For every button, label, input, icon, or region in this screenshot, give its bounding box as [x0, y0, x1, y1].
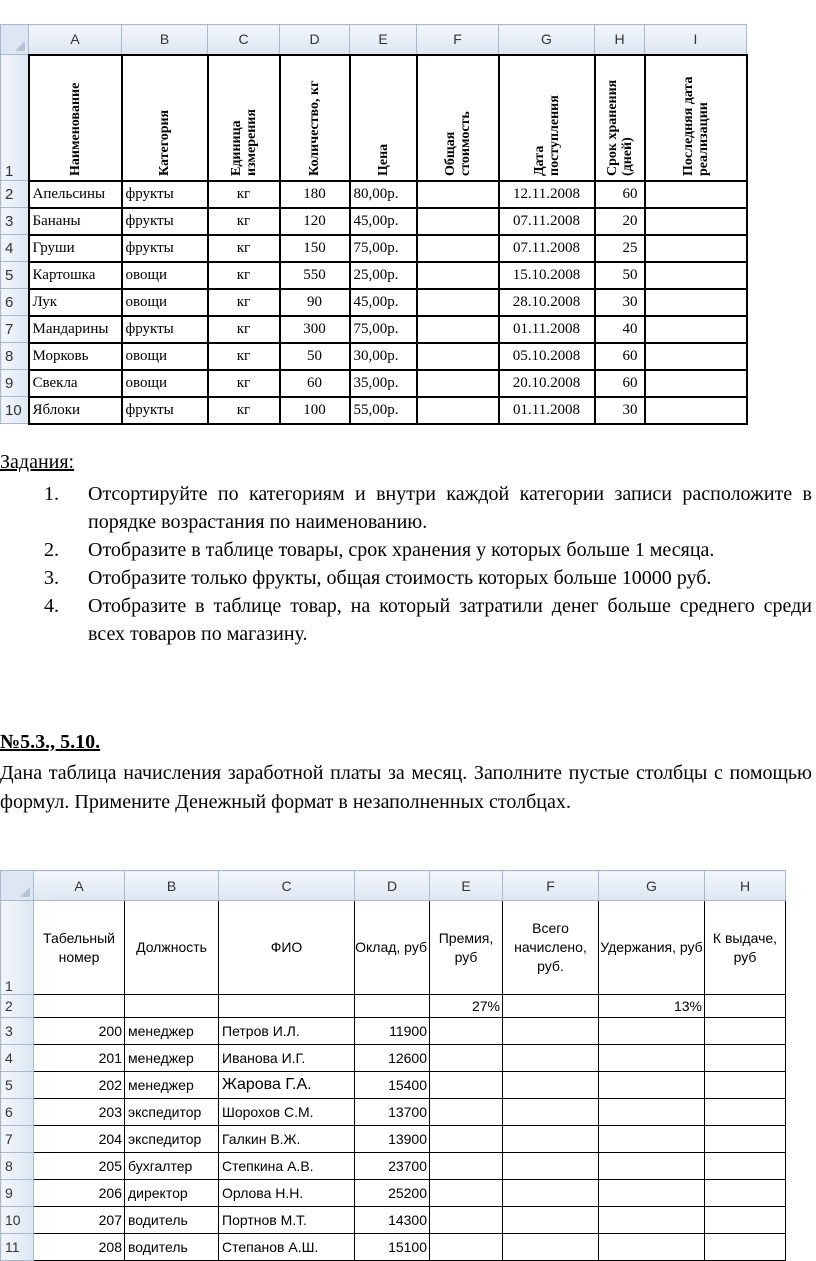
column-header[interactable]: B	[125, 871, 219, 901]
cell[interactable]	[599, 1234, 705, 1261]
cell-days[interactable]: 60	[595, 343, 645, 370]
cell-pos[interactable]: водитель	[125, 1207, 219, 1234]
cell-price[interactable]: 35,00р.	[350, 370, 417, 397]
cell-pos[interactable]: менеджер	[125, 1072, 219, 1099]
task-text: Отобразите только фрукты, общая стоимость которых больше 10000 руб.	[88, 567, 712, 589]
cell[interactable]	[430, 1045, 503, 1072]
cell[interactable]	[503, 1018, 599, 1045]
header-cell[interactable]: Табельный номер	[34, 901, 125, 995]
column-header[interactable]: D	[355, 871, 430, 901]
column-header[interactable]: G	[499, 25, 595, 55]
row-header[interactable]: 8	[1, 343, 29, 370]
header-line: (дней)	[619, 136, 635, 176]
cell[interactable]	[599, 1153, 705, 1180]
cell-total[interactable]	[417, 208, 499, 235]
spreadsheet-salary	[0, 870, 786, 1261]
row-header[interactable]: 9	[1, 1180, 34, 1207]
cell[interactable]	[705, 1126, 786, 1153]
header-line: Наименование	[67, 82, 83, 176]
cell-pos[interactable]: менеджер	[125, 1018, 219, 1045]
cell-fio[interactable]: Портнов М.Т.	[219, 1207, 355, 1234]
cell-unit[interactable]: кг	[208, 262, 280, 289]
cell-last[interactable]	[645, 370, 747, 397]
cell-id[interactable]: 206	[34, 1180, 125, 1207]
cell-cat[interactable]: фрукты	[122, 316, 208, 343]
tasks-title: Задания:	[0, 451, 75, 473]
cell-salary[interactable]: 15400	[355, 1072, 430, 1099]
cell-fio[interactable]: Степанов А.Ш.	[219, 1234, 355, 1261]
cell[interactable]	[430, 1207, 503, 1234]
task-item	[0, 592, 816, 648]
cell[interactable]	[125, 995, 219, 1018]
exercise-heading: №5.3., 5.10.	[0, 731, 101, 753]
cell-salary[interactable]: 13700	[355, 1099, 430, 1126]
cell-id[interactable]: 204	[34, 1126, 125, 1153]
row-header[interactable]: 5	[1, 1072, 34, 1099]
header-cell[interactable]	[122, 55, 208, 181]
task-item	[0, 480, 816, 536]
cell-date[interactable]: 01.11.2008	[499, 316, 595, 343]
cell-name[interactable]: Картошка	[29, 262, 122, 289]
cell-cat[interactable]: овощи	[122, 370, 208, 397]
cell-qty[interactable]: 120	[280, 208, 350, 235]
header-label	[443, 111, 473, 176]
cell-salary[interactable]: 12600	[355, 1045, 430, 1072]
cell-date[interactable]: 07.11.2008	[499, 208, 595, 235]
header-label	[605, 79, 635, 175]
cell-price[interactable]: 55,00р.	[350, 397, 417, 424]
table-row	[1, 995, 786, 1018]
cell-pos[interactable]: бухгалтер	[125, 1153, 219, 1180]
header-cell[interactable]: Премия, руб	[430, 901, 503, 995]
cell-id[interactable]: 208	[34, 1234, 125, 1261]
cell-id[interactable]: 203	[34, 1099, 125, 1126]
select-all-corner[interactable]	[1, 871, 34, 901]
row-header[interactable]: 3	[1, 1018, 34, 1045]
cell-date[interactable]: 20.10.2008	[499, 370, 595, 397]
table-row	[1, 316, 747, 343]
cell[interactable]	[34, 995, 125, 1018]
cell-last[interactable]	[645, 208, 747, 235]
cell[interactable]	[355, 995, 430, 1018]
cell[interactable]	[219, 995, 355, 1018]
cell[interactable]	[705, 1018, 786, 1045]
header-cell[interactable]: Удержания, руб	[599, 901, 705, 995]
exercise-text: Дана таблица начисления заработной платы за месяц. Заполните пустые столбцы с помощью формул. Примените Денежный формат в незаполненных столбцах.	[0, 762, 812, 813]
table-header-row	[1, 55, 747, 181]
column-header-row	[1, 871, 786, 901]
cell-unit[interactable]: кг	[208, 397, 280, 424]
cell[interactable]	[503, 1207, 599, 1234]
cell[interactable]	[503, 1153, 599, 1180]
header-cell[interactable]	[280, 55, 350, 181]
task-number: 3.	[44, 567, 59, 589]
cell-days[interactable]: 60	[595, 370, 645, 397]
task-item	[0, 536, 816, 564]
row-header[interactable]: 4	[1, 235, 29, 262]
header-cell[interactable]	[208, 55, 280, 181]
header-cell[interactable]	[350, 55, 417, 181]
cell[interactable]	[599, 1126, 705, 1153]
tasks-list	[0, 480, 816, 648]
cell-date[interactable]: 15.10.2008	[499, 262, 595, 289]
cell-salary[interactable]: 23700	[355, 1153, 430, 1180]
column-header[interactable]: E	[350, 25, 417, 55]
header-line: стоимость	[457, 110, 473, 176]
table-row	[1, 262, 747, 289]
cell-price[interactable]: 75,00р.	[350, 235, 417, 262]
column-header[interactable]: C	[219, 871, 355, 901]
cell-unit[interactable]: кг	[208, 235, 280, 262]
row-header[interactable]: 10	[1, 1207, 34, 1234]
cell[interactable]	[705, 1153, 786, 1180]
cell-cat[interactable]: овощи	[122, 289, 208, 316]
cell-fio[interactable]: Жарова Г.А.	[219, 1072, 355, 1099]
header-cell[interactable]	[595, 55, 645, 181]
column-header[interactable]: I	[645, 25, 747, 55]
cell-days[interactable]: 50	[595, 262, 645, 289]
task-number: 2.	[44, 539, 59, 561]
row-header[interactable]: 6	[1, 289, 29, 316]
header-cell[interactable]: Должность	[125, 901, 219, 995]
table-row	[1, 397, 747, 424]
cell-date[interactable]: 05.10.2008	[499, 343, 595, 370]
cell[interactable]	[705, 1234, 786, 1261]
cell-total[interactable]	[417, 181, 499, 208]
table-row	[1, 289, 747, 316]
table-row	[1, 1234, 786, 1261]
column-header[interactable]: B	[122, 25, 208, 55]
cell[interactable]	[705, 1045, 786, 1072]
cell-price[interactable]: 25,00р.	[350, 262, 417, 289]
cell-cat[interactable]: фрукты	[122, 397, 208, 424]
cell-days[interactable]: 30	[595, 397, 645, 424]
cell-last[interactable]	[645, 235, 747, 262]
cell[interactable]	[430, 1018, 503, 1045]
cell-id[interactable]: 202	[34, 1072, 125, 1099]
cell[interactable]	[599, 1099, 705, 1126]
cell-total[interactable]	[417, 289, 499, 316]
cell-qty[interactable]: 300	[280, 316, 350, 343]
cell-last[interactable]	[645, 262, 747, 289]
cell-unit[interactable]: кг	[208, 343, 280, 370]
column-header[interactable]: E	[430, 871, 503, 901]
cell-salary[interactable]: 14300	[355, 1207, 430, 1234]
header-line: Общая	[442, 131, 458, 176]
table-header-row	[1, 901, 786, 995]
table-row	[1, 1099, 786, 1126]
header-cell[interactable]: Всего начислено, руб.	[503, 901, 599, 995]
cell-last[interactable]	[645, 343, 747, 370]
task-text: Отобразите в таблице товары, срок хранения у которых больше 1 месяца.	[88, 539, 715, 561]
tasks-block	[0, 448, 816, 648]
table-row	[1, 208, 747, 235]
cell-salary[interactable]: 11900	[355, 1018, 430, 1045]
table-row	[1, 181, 747, 208]
deduction-rate-cell[interactable]: 13%	[599, 995, 705, 1018]
table-row	[1, 1045, 786, 1072]
cell[interactable]	[705, 995, 786, 1018]
task-text: Отсортируйте по категориям и внутри каждой категории записи расположите в порядке возрастания по наименованию.	[88, 483, 812, 533]
cell-unit[interactable]: кг	[208, 208, 280, 235]
cell-price[interactable]: 45,00р.	[350, 208, 417, 235]
table-row	[1, 370, 747, 397]
header-cell[interactable]	[499, 55, 595, 181]
cell[interactable]	[503, 1126, 599, 1153]
cell-total[interactable]	[417, 370, 499, 397]
header-line: измерения	[243, 108, 259, 176]
cell[interactable]	[599, 1207, 705, 1234]
cell[interactable]	[430, 1153, 503, 1180]
header-cell[interactable]	[417, 55, 499, 181]
cell-qty[interactable]: 550	[280, 262, 350, 289]
cell-salary[interactable]: 13900	[355, 1126, 430, 1153]
cell-cat[interactable]: овощи	[122, 343, 208, 370]
cell[interactable]	[599, 1180, 705, 1207]
header-line: Дата	[531, 145, 547, 176]
header-label	[532, 95, 562, 176]
row-header[interactable]: 4	[1, 1045, 34, 1072]
row-header[interactable]: 6	[1, 1099, 34, 1126]
cell-salary[interactable]: 15100	[355, 1234, 430, 1261]
cell[interactable]	[503, 995, 599, 1018]
header-cell[interactable]	[645, 55, 747, 181]
header-label	[307, 80, 322, 175]
cell-pos[interactable]: экспедитор	[125, 1099, 219, 1126]
cell[interactable]	[705, 1207, 786, 1234]
cell-last[interactable]	[645, 181, 747, 208]
table-row	[1, 1072, 786, 1099]
cell-unit[interactable]: кг	[208, 316, 280, 343]
row-header[interactable]: 7	[1, 316, 29, 343]
cell[interactable]	[430, 1072, 503, 1099]
cell[interactable]	[599, 1045, 705, 1072]
header-line: Последняя дата	[680, 75, 696, 176]
table-row	[1, 343, 747, 370]
cell-name[interactable]: Свекла	[29, 370, 122, 397]
cell-days[interactable]: 25	[595, 235, 645, 262]
select-all-corner[interactable]	[1, 25, 29, 55]
cell-days[interactable]: 20	[595, 208, 645, 235]
header-cell[interactable]: Оклад, руб	[355, 901, 430, 995]
cell-qty[interactable]: 150	[280, 235, 350, 262]
cell[interactable]	[705, 1099, 786, 1126]
table-row	[1, 1153, 786, 1180]
header-label	[229, 109, 259, 176]
cell-fio[interactable]: Иванова И.Г.	[219, 1045, 355, 1072]
cell-qty[interactable]: 90	[280, 289, 350, 316]
exercise-section	[0, 728, 816, 817]
column-header[interactable]: C	[208, 25, 280, 55]
cell[interactable]	[430, 1099, 503, 1126]
header-label	[157, 109, 172, 175]
cell[interactable]	[599, 1018, 705, 1045]
cell[interactable]	[599, 1072, 705, 1099]
column-header[interactable]: A	[34, 871, 125, 901]
cell-last[interactable]	[645, 316, 747, 343]
cell-date[interactable]: 07.11.2008	[499, 235, 595, 262]
cell-price[interactable]: 75,00р.	[350, 316, 417, 343]
row-header[interactable]: 8	[1, 1153, 34, 1180]
header-line: Цена	[375, 143, 391, 176]
cell-pos[interactable]: экспедитор	[125, 1126, 219, 1153]
cell-total[interactable]	[417, 262, 499, 289]
header-line: Единица	[228, 119, 244, 176]
column-header[interactable]: F	[503, 871, 599, 901]
row-header[interactable]: 3	[1, 208, 29, 235]
header-line: реализации	[695, 101, 711, 176]
cell[interactable]	[503, 1180, 599, 1207]
cell-name[interactable]: Лук	[29, 289, 122, 316]
row-header[interactable]: 1	[1, 55, 29, 181]
cell-fio[interactable]: Шорохов С.М.	[219, 1099, 355, 1126]
cell-pos[interactable]: менеджер	[125, 1045, 219, 1072]
cell-name[interactable]: Мандарины	[29, 316, 122, 343]
cell-fio[interactable]: Орлова Н.Н.	[219, 1180, 355, 1207]
cell[interactable]	[705, 1180, 786, 1207]
task-number: 4.	[44, 595, 59, 617]
task-item	[0, 564, 816, 592]
cell-name[interactable]: Апельсины	[29, 181, 122, 208]
cell[interactable]	[503, 1072, 599, 1099]
row-header[interactable]: 7	[1, 1126, 34, 1153]
cell-total[interactable]	[417, 343, 499, 370]
cell-fio[interactable]: Галкин В.Ж.	[219, 1126, 355, 1153]
cell-cat[interactable]: фрукты	[122, 235, 208, 262]
cell-days[interactable]: 40	[595, 316, 645, 343]
column-header[interactable]: G	[599, 871, 705, 901]
cell-id[interactable]: 200	[34, 1018, 125, 1045]
cell-total[interactable]	[417, 235, 499, 262]
table-row	[1, 235, 747, 262]
header-label	[376, 143, 391, 175]
header-line: Количество, кг	[307, 80, 322, 176]
header-line: поступления	[546, 94, 562, 176]
cell-qty[interactable]: 50	[280, 343, 350, 370]
cell-fio[interactable]: Степкина А.В.	[219, 1153, 355, 1180]
header-label	[681, 76, 711, 176]
table-row	[1, 1207, 786, 1234]
cell-price[interactable]: 30,00р.	[350, 343, 417, 370]
cell-date[interactable]: 12.11.2008	[499, 181, 595, 208]
column-header[interactable]: H	[595, 25, 645, 55]
cell-id[interactable]: 205	[34, 1153, 125, 1180]
cell-price[interactable]: 45,00р.	[350, 289, 417, 316]
cell[interactable]	[503, 1099, 599, 1126]
header-label	[68, 82, 83, 175]
header-line: Категория	[157, 109, 172, 176]
cell-salary[interactable]: 25200	[355, 1180, 430, 1207]
premium-rate-cell[interactable]: 27%	[430, 995, 503, 1018]
cell[interactable]	[503, 1234, 599, 1261]
cell-pos[interactable]: водитель	[125, 1234, 219, 1261]
cell-qty[interactable]: 60	[280, 370, 350, 397]
cell-name[interactable]: Морковь	[29, 343, 122, 370]
cell-price[interactable]: 80,00р.	[350, 181, 417, 208]
cell-name[interactable]: Яблоки	[29, 397, 122, 424]
row-header[interactable]: 5	[1, 262, 29, 289]
row-header[interactable]: 1	[1, 901, 34, 995]
table-row	[1, 1018, 786, 1045]
cell-fio[interactable]: Петров И.Л.	[219, 1018, 355, 1045]
cell[interactable]	[705, 1072, 786, 1099]
cell-unit[interactable]: кг	[208, 181, 280, 208]
cell-last[interactable]	[645, 397, 747, 424]
cell[interactable]	[430, 1126, 503, 1153]
cell[interactable]	[430, 1180, 503, 1207]
cell-id[interactable]: 201	[34, 1045, 125, 1072]
column-header[interactable]: A	[29, 25, 122, 55]
cell-date[interactable]: 28.10.2008	[499, 289, 595, 316]
column-header-row	[1, 25, 747, 55]
column-header[interactable]: H	[705, 871, 786, 901]
header-cell[interactable]: ФИО	[219, 901, 355, 995]
spreadsheet-products	[0, 24, 748, 425]
column-header[interactable]: D	[280, 25, 350, 55]
table-row	[1, 1126, 786, 1153]
header-line: Срок хранения	[604, 79, 620, 176]
cell-last[interactable]	[645, 289, 747, 316]
row-header[interactable]: 2	[1, 181, 29, 208]
cell-date[interactable]: 01.11.2008	[499, 397, 595, 424]
row-header[interactable]: 11	[1, 1234, 34, 1261]
cell-cat[interactable]: фрукты	[122, 208, 208, 235]
cell-days[interactable]: 60	[595, 181, 645, 208]
cell-qty[interactable]: 180	[280, 181, 350, 208]
cell-days[interactable]: 30	[595, 289, 645, 316]
table-row	[1, 1180, 786, 1207]
cell-pos[interactable]: директор	[125, 1180, 219, 1207]
cell-unit[interactable]: кг	[208, 289, 280, 316]
task-number: 1.	[44, 483, 59, 505]
row-header[interactable]: 2	[1, 995, 34, 1018]
row-header[interactable]: 10	[1, 397, 29, 424]
row-header[interactable]: 9	[1, 370, 29, 397]
cell-cat[interactable]: фрукты	[122, 181, 208, 208]
cell-name[interactable]: Бананы	[29, 208, 122, 235]
cell-name[interactable]: Груши	[29, 235, 122, 262]
cell[interactable]	[503, 1045, 599, 1072]
cell-qty[interactable]: 100	[280, 397, 350, 424]
cell-id[interactable]: 207	[34, 1207, 125, 1234]
cell[interactable]	[430, 1234, 503, 1261]
cell-total[interactable]	[417, 397, 499, 424]
task-text: Отобразите в таблице товар, на который затратили денег больше среднего среди всех товаров по магазину.	[88, 595, 812, 645]
header-cell[interactable]: К выдаче, руб	[705, 901, 786, 995]
column-header[interactable]: F	[417, 25, 499, 55]
cell-total[interactable]	[417, 316, 499, 343]
cell-cat[interactable]: овощи	[122, 262, 208, 289]
cell-unit[interactable]: кг	[208, 370, 280, 397]
header-cell[interactable]	[29, 55, 122, 181]
